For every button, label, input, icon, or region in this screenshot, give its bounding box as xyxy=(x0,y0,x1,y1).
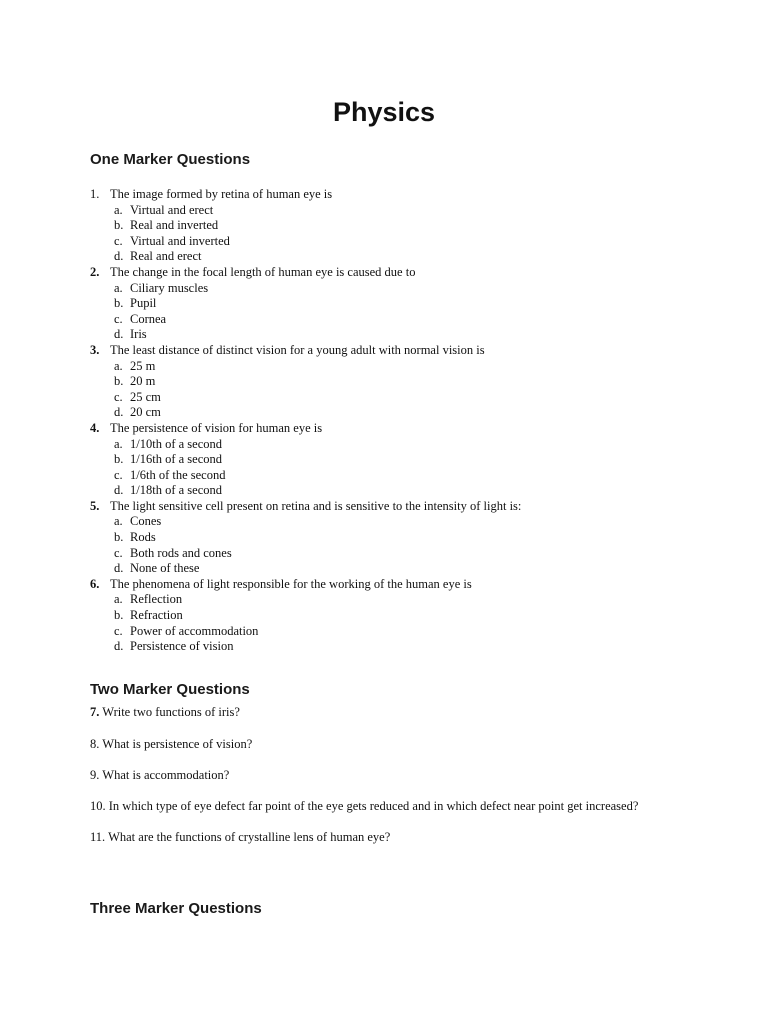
section-heading-three-marker: Three Marker Questions xyxy=(90,900,262,917)
option-text: Iris xyxy=(130,327,147,342)
question-number: 10. xyxy=(90,799,106,813)
question-item xyxy=(90,343,730,359)
option-text: None of these xyxy=(130,561,200,576)
short-question-item xyxy=(90,736,252,752)
question-text: What is persistence of vision? xyxy=(102,737,253,751)
question-text: The light sensitive cell present on retina and is sensitive to the intensity of light is: xyxy=(110,498,522,513)
question-text: The image formed by retina of human eye is xyxy=(110,187,333,201)
question-text: In which type of eye defect far point of the eye gets reduced and in which defect near point get increased? xyxy=(108,799,639,813)
option-item xyxy=(90,514,730,530)
option-item xyxy=(90,437,730,453)
option-text: Reflection xyxy=(130,592,183,607)
option-letter: d. xyxy=(114,327,124,342)
option-letter: b. xyxy=(114,218,124,233)
option-letter: a. xyxy=(114,358,123,373)
question-number: 6. xyxy=(90,576,100,591)
question-text: What is accommodation? xyxy=(102,768,230,782)
option-letter: c. xyxy=(114,389,123,404)
option-letter: a. xyxy=(114,202,123,217)
option-text: Refraction xyxy=(130,608,183,623)
question-item xyxy=(90,265,730,281)
option-letter: c. xyxy=(114,311,123,326)
option-letter: b. xyxy=(114,374,124,389)
section-heading-one-marker: One Marker Questions xyxy=(90,151,251,168)
question-number: 5. xyxy=(90,498,100,513)
option-text: 20 m xyxy=(130,374,156,389)
question-number: 7. xyxy=(90,705,100,719)
question-number: 4. xyxy=(90,420,100,435)
option-text: Rods xyxy=(130,530,156,545)
option-letter: c. xyxy=(114,545,123,560)
option-text: 1/6th of the second xyxy=(130,467,226,482)
option-letter: b. xyxy=(114,608,124,623)
option-item xyxy=(90,327,730,343)
option-letter: b. xyxy=(114,296,124,311)
one-marker-question-list xyxy=(90,187,730,655)
section-heading-two-marker: Two Marker Questions xyxy=(90,681,250,698)
option-item xyxy=(90,359,730,375)
option-text: Cornea xyxy=(130,311,167,326)
option-letter: a. xyxy=(114,592,123,607)
option-letter: b. xyxy=(114,530,124,545)
option-letter: c. xyxy=(114,233,123,248)
option-text: 20 cm xyxy=(130,405,161,420)
question-item xyxy=(90,577,730,593)
question-text: The least distance of distinct vision for a young adult with normal vision is xyxy=(110,342,485,357)
option-item xyxy=(90,390,730,406)
option-letter: d. xyxy=(114,405,124,420)
question-text: The persistence of vision for human eye is xyxy=(110,420,323,435)
option-letter: d. xyxy=(114,249,124,264)
option-item xyxy=(90,530,730,546)
option-item xyxy=(90,452,730,468)
option-text: 1/18th of a second xyxy=(130,483,222,498)
option-item xyxy=(90,374,730,390)
option-letter: c. xyxy=(114,467,123,482)
option-item xyxy=(90,281,730,297)
option-item xyxy=(90,234,730,250)
option-item xyxy=(90,561,730,577)
option-letter: a. xyxy=(114,436,123,451)
question-number: 2. xyxy=(90,264,100,279)
option-text: 1/16th of a second xyxy=(130,452,222,467)
question-number: 8. xyxy=(90,737,100,751)
option-text: 25 cm xyxy=(130,389,161,404)
question-text: The phenomena of light responsible for the working of the human eye is xyxy=(110,576,472,591)
question-text: What are the functions of crystalline lens of human eye? xyxy=(108,830,391,844)
option-text: Both rods and cones xyxy=(130,545,232,560)
option-letter: d. xyxy=(114,561,124,576)
option-letter: a. xyxy=(114,280,123,295)
option-text: Ciliary muscles xyxy=(130,280,209,295)
question-number: 3. xyxy=(90,342,100,357)
short-question-item xyxy=(90,767,229,783)
option-item xyxy=(90,639,730,655)
option-letter: d. xyxy=(114,639,124,654)
option-item xyxy=(90,483,730,499)
option-text: Power of accommodation xyxy=(130,623,259,638)
option-text: Virtual and erect xyxy=(130,202,214,217)
option-item xyxy=(90,203,730,219)
option-text: 25 m xyxy=(130,358,156,373)
option-letter: b. xyxy=(114,452,124,467)
option-item xyxy=(90,592,730,608)
option-item xyxy=(90,405,730,421)
option-item xyxy=(90,608,730,624)
option-text: 1/10th of a second xyxy=(130,436,222,451)
option-text: Real and erect xyxy=(130,249,202,264)
question-item xyxy=(90,187,730,203)
question-text: The change in the focal length of human eye is caused due to xyxy=(110,264,416,279)
option-letter: d. xyxy=(114,483,124,498)
short-question-item xyxy=(90,798,638,814)
question-number: 9. xyxy=(90,768,100,782)
option-item xyxy=(90,624,730,640)
question-item xyxy=(90,421,730,437)
page-title: Physics xyxy=(332,97,436,127)
option-text: Cones xyxy=(130,514,162,529)
question-text: Write two functions of iris? xyxy=(102,705,240,719)
option-item xyxy=(90,296,730,312)
option-item xyxy=(90,468,730,484)
short-question-item xyxy=(90,704,240,720)
option-text: Virtual and inverted xyxy=(130,233,230,248)
option-item xyxy=(90,312,730,328)
question-number: 11. xyxy=(90,830,106,844)
option-text: Persistence of vision xyxy=(130,639,234,654)
short-question-item xyxy=(90,829,390,845)
option-item xyxy=(90,249,730,265)
option-letter: c. xyxy=(114,623,123,638)
question-number: 1. xyxy=(90,187,100,201)
option-item xyxy=(90,218,730,234)
question-item xyxy=(90,499,730,515)
option-text: Real and inverted xyxy=(130,218,219,233)
option-item xyxy=(90,546,730,562)
option-text: Pupil xyxy=(130,296,157,311)
option-letter: a. xyxy=(114,514,123,529)
